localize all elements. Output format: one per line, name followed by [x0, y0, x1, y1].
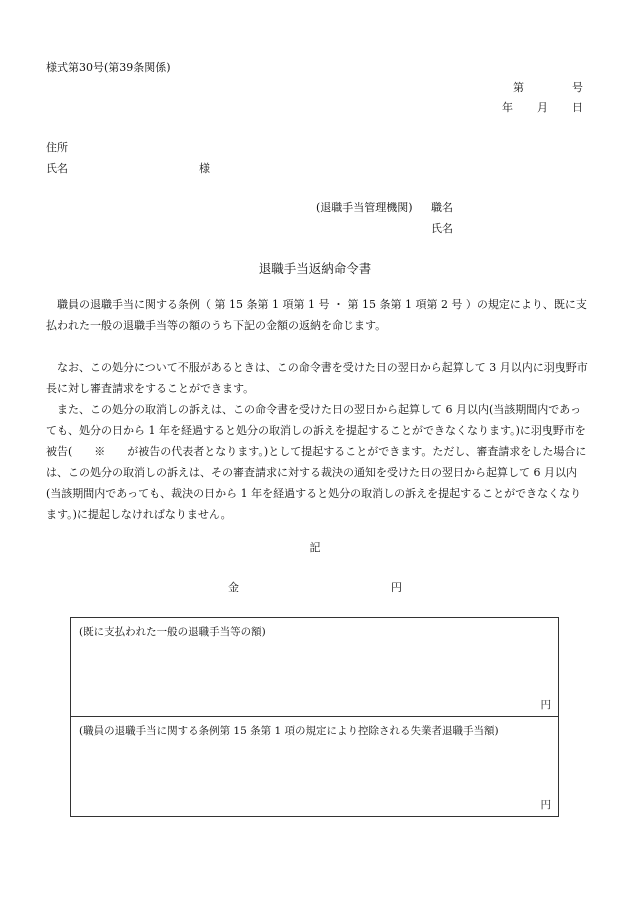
body-paragraph-2-3	[46, 357, 590, 525]
deduction-amount-yen: 円	[540, 799, 551, 811]
ki-heading: 記	[309, 541, 321, 554]
recipient-honorific: 様	[199, 162, 210, 175]
recipient-address-label: 住所	[46, 141, 68, 154]
body-paragraph-1	[46, 294, 590, 336]
issuer-name-label: 氏名	[431, 222, 453, 235]
issuer-agency: (退職手当管理機関)	[316, 201, 413, 214]
date-month: 月	[537, 101, 548, 114]
doc-number-dai: 第	[513, 81, 524, 94]
doc-number-go: 号	[572, 81, 583, 94]
amount-kin: 金	[228, 581, 239, 594]
paragraph-1-text: 職員の退職手当に関する条例（ 第 15 条第 1 項第 1 号 ・ 第 15 条第 1 項第 2 号 ）の規定により、既に支払われた一般の退職手当等の額のうち下記の金額の返納を命じます。	[46, 298, 587, 332]
deduction-amount-box	[70, 716, 559, 817]
document-title: 退職手当返納命令書	[258, 261, 372, 276]
paid-amount-yen: 円	[540, 699, 551, 711]
paragraph-2-text: なお、この処分について不服があるときは、この命令書を受けた日の翌日から起算して 3 月以内に羽曳野市長に対し審査請求をすることができます。	[46, 361, 588, 395]
date-day: 日	[572, 101, 583, 114]
deduction-amount-label: (職員の退職手当に関する条例第 15 条第 1 項の規定により控除される失業者退職手当額)	[79, 725, 499, 737]
issuer-title-label: 職名	[431, 201, 453, 214]
recipient-name-label: 氏名	[46, 162, 68, 175]
date-year: 年	[502, 101, 513, 114]
amount-yen: 円	[391, 581, 402, 594]
paid-amount-label: (既に支払われた一般の退職手当等の額)	[79, 626, 266, 638]
form-number: 様式第30号(第39条関係)	[46, 61, 171, 74]
paid-amount-box	[70, 617, 559, 717]
paragraph-3-text: また、この処分の取消しの訴えは、この命令書を受けた日の翌日から起算して 6 月以内(当該期間内であっても、処分の日から 1 年を経過すると処分の取消しの訴えを提起することができなくなります。)に羽曳野市を被告( ※ が被告の代表者となります。)として提起することができます。ただし、審査請求をした場合には、この処分の取消しの訴えは、その審査請求に対する裁決の通知を受けた日の翌日から起算して 6 月以内(当該期間内であっても、裁決の日から 1 年を経過すると処分の取消しの訴えを提起することができなくなります。)に提起しなければなりません。	[46, 403, 587, 521]
